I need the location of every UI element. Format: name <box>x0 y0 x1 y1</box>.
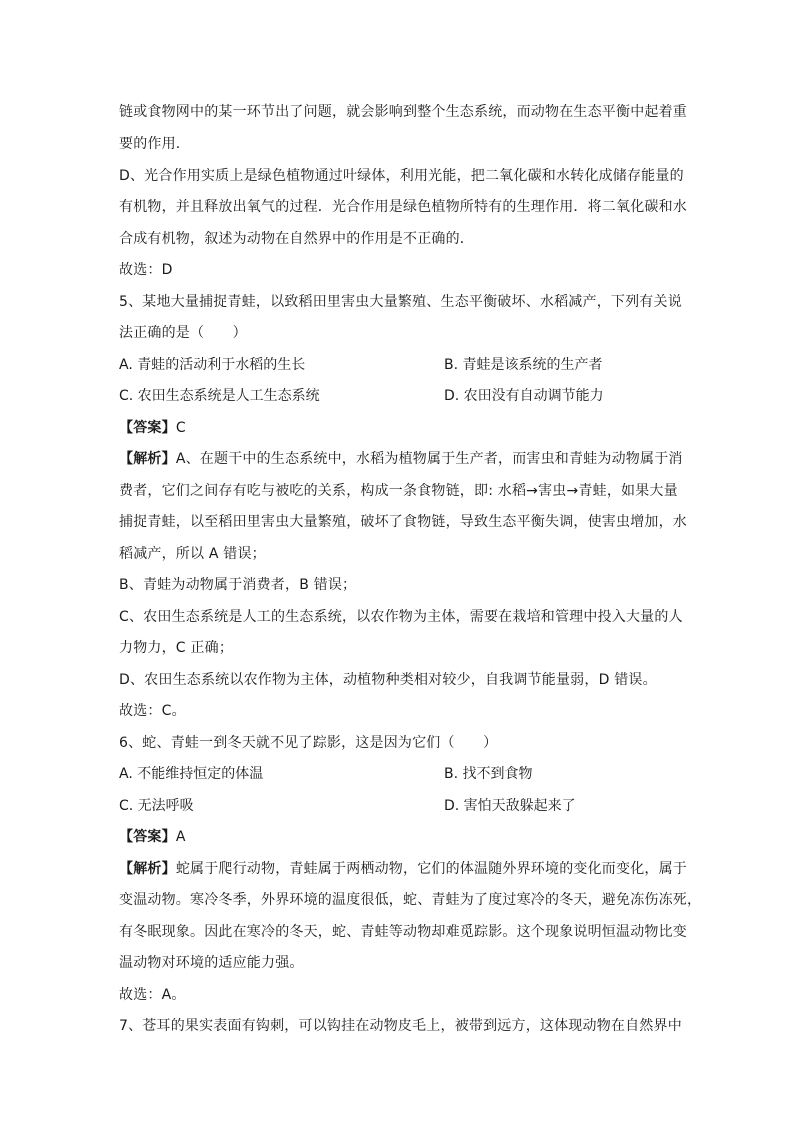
q5-answer <box>119 418 186 438</box>
q5-analysis-line: 稻减产，所以 A 错误； <box>119 546 266 562</box>
answer-value: C <box>175 420 186 436</box>
q5-analysis-line: 【解析】A、在题干中的生态系统中，水稻为植物属于生产者，而害虫和青蛙为动物属于消 <box>119 451 683 467</box>
q6-option-b: B. 找不到食物 <box>444 766 533 782</box>
question-5-text: 法正确的是（ ） <box>119 325 247 341</box>
text-line: D、光合作用实质上是绿色植物通过叶绿体，利用光能，把二氧化碳和水转化成储存能量的 <box>119 168 684 184</box>
q6-option-c: C. 无法呼吸 <box>119 798 194 814</box>
q6-conclusion: 故选：A。 <box>119 987 186 1003</box>
q5-analysis-line: D、农田生态系统以农作物为主体，动植物种类相对较少，自我调节能量弱，D 错误。 <box>119 672 657 688</box>
answer-label: 【答案】 <box>119 420 176 436</box>
analysis-label: 【解析】 <box>119 451 176 467</box>
text-line: 合成有机物，叙述为动物在自然界中的作用是不正确的． <box>119 231 474 247</box>
question-7-text: 7、苍耳的果实表面有钩刺，可以钩挂在动物皮毛上，被带到远方，这体现动物在自然界中 <box>119 1018 682 1034</box>
question-6-text: 6、蛇、青蛙一到冬天就不见了踪影，这是因为它们（ ） <box>119 735 498 751</box>
q5-option-b: B. 青蛙是该系统的生产者 <box>444 357 603 373</box>
q6-option-a: A. 不能维持恒定的体温 <box>119 766 264 782</box>
q5-option-d: D. 农田没有自动调节能力 <box>444 388 604 404</box>
q5-analysis-line: 费者，它们之间存有吃与被吃的关系，构成一条食物链，即: 水稻→害虫→青蛙，如果大量 <box>119 483 678 499</box>
answer-value: A <box>175 829 186 845</box>
q6-answer <box>119 827 186 847</box>
q6-analysis-line: 变温动物。寒冷冬季，外界环境的温度很低，蛇、青蛙为了度过寒冷的冬天，避免冻伤冻死， <box>119 892 702 908</box>
question-5-text: 5、某地大量捕捉青蛙，以致稻田里害虫大量繁殖、生态平衡破坏、水稻减产，下列有关说 <box>119 294 682 310</box>
text-line: 故选：D <box>119 262 173 278</box>
q6-analysis-line: 温动物对环境的适应能力强。 <box>119 955 304 971</box>
q6-analysis-line: 有冬眠现象。因此在寒冷的冬天，蛇、青蛙等动物却难觅踪影。这个现象说明恒温动物比变 <box>119 924 687 940</box>
q5-analysis-line: 捕捉青蛙，以至稻田里害虫大量繁殖，破坏了食物链，导致生态平衡失调，使害虫增加，水 <box>119 514 687 530</box>
text-line: 有机物，并且释放出氧气的过程．光合作用是绿色植物所特有的生理作用．将二氧化碳和水 <box>119 199 687 215</box>
answer-label: 【答案】 <box>119 829 176 845</box>
q6-analysis-line: 【解析】蛇属于爬行动物，青蛙属于两栖动物，它们的体温随外界环境的变化而变化，属于 <box>119 861 688 877</box>
text-line: 链或食物网中的某一环节出了问题，就会影响到整个生态系统，而动物在生态平衡中起着重 <box>119 104 687 120</box>
q5-analysis-line: C、农田生态系统是人工的生态系统，以农作物为主体，需要在栽培和管理中投入大量的人 <box>119 609 683 625</box>
analysis-label: 【解析】 <box>119 861 176 877</box>
q5-option-a: A. 青蛙的活动利于水稻的生长 <box>119 357 306 373</box>
q5-conclusion: 故选：C。 <box>119 703 186 719</box>
q6-option-d: D. 害怕天敌躲起来了 <box>444 798 576 814</box>
q5-analysis-line: 力物力，C 正确； <box>119 640 234 656</box>
q5-option-c: C. 农田生态系统是人工生态系统 <box>119 388 320 404</box>
q5-analysis-line: B、青蛙为动物属于消费者，B 错误； <box>119 577 357 593</box>
text-line: 要的作用. <box>119 136 181 152</box>
